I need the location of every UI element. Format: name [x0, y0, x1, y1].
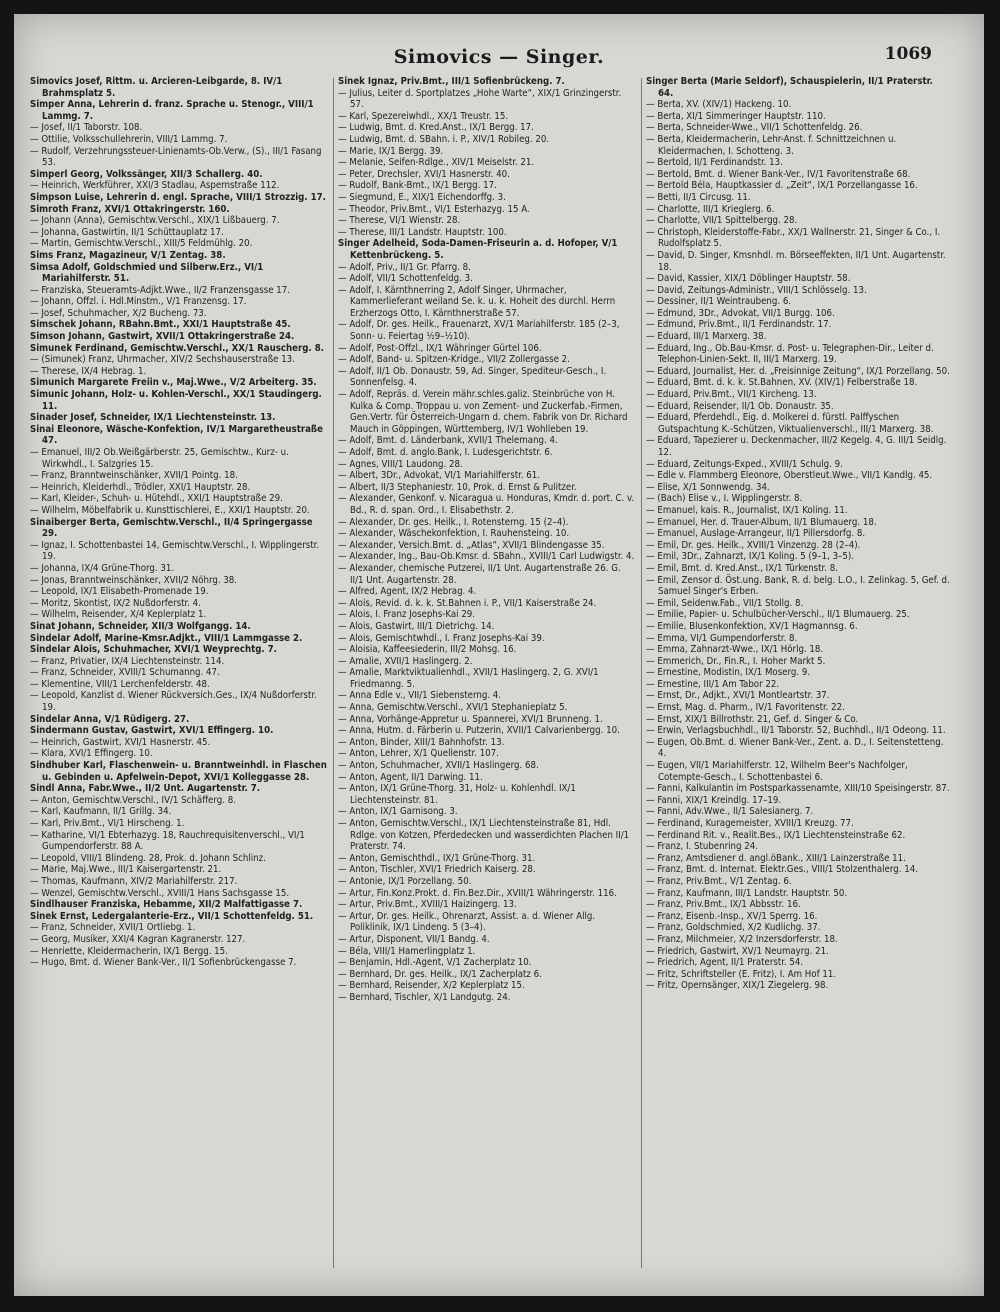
directory-entry: — Ernestine, Modistin, IX/1 Moserg. 9.	[646, 667, 811, 679]
directory-entry: — Eugen, Ob.Bmt. d. Wiener Bank-Ver., Zent. a. D., I. Seitenstetteng. 4.	[646, 736, 944, 760]
directory-entry: — Leopold, IX/1 Elisabeth-Promenade 19.	[30, 586, 209, 598]
directory-entry: — Anton, Agent, II/1 Darwing. 11.	[338, 771, 483, 783]
directory-entry: — Karl, Kaufmann, II/1 Grillg. 34.	[30, 806, 172, 818]
directory-entry: — Ludwig, Bmt. d. SBahn. i. P., XIV/1 Robileg. 20.	[338, 133, 550, 145]
directory-entry: Singer Adelheid, Soda-Damen-Friseurin a. d. Hofoper, V/1 Kettenbrückeng. 5.	[338, 238, 618, 261]
directory-entry: — Eduard, Ing., Ob.Bau-Kmsr. d. Post- u. Telegraphen-Dir., Leiter d. Telephon-Linien-Sekt. II, III/1 Marxerg. 19.	[646, 342, 934, 366]
directory-entry: — Benjamin, Hdl.-Agent, V/1 Zacherplatz 10.	[338, 957, 532, 969]
directory-entry: — Fritz, Opernsänger, XIX/1 Ziegelerg. 98.	[646, 980, 829, 992]
directory-entry: — Alexander, chemische Putzerei, II/1 Unt. Augartenstraße 26. G. II/1 Unt. Augartenstr. 28.	[338, 562, 621, 586]
directory-entry: — Johann, Offzl. i. Hdl.Minstm., V/1 Franzensg. 17.	[30, 296, 247, 308]
directory-entry: — Charlotte, VII/1 Spittelbergg. 28.	[646, 215, 798, 227]
directory-entry: — Adolf, Dr. ges. Heilk., Frauenarzt, XV/1 Mariahilferstr. 185 (2–3, Sonn- u. Feiertag ½9–½10).	[338, 319, 620, 343]
directory-entry: — Christoph, Kleiderstoffe-Fabr., XX/1 Wallnerstr. 21, Singer & Co., I. Rudolfsplatz 5.	[646, 226, 941, 250]
page-number: 1069	[884, 44, 932, 64]
directory-entry: — Adolf, Post-Offzl., IX/1 Währinger Gürtel 106.	[338, 342, 542, 354]
directory-entry: — Betti, II/1 Circusg. 11.	[646, 191, 751, 203]
directory-entry: — Heinrich, Gastwirt, XVI/1 Hasnerstr. 45.	[30, 736, 211, 748]
directory-entry: — Eduard, Bmt. d. k. k. St.Bahnen, XV. (XIV/1) Felberstraße 18.	[646, 377, 918, 389]
directory-entry: — Béla, VIII/1 Hamerlingplatz 1.	[338, 945, 476, 957]
directory-entry: Simovics Josef, Rittm. u. Arcieren-Leibgarde, 8. IV/1 Brahmsplatz 5.	[30, 76, 283, 99]
directory-entry: — Anton, IX/1 Garnisong. 3.	[338, 806, 458, 818]
directory-entry: — Franz, Goldschmied, X/2 Kudlichg. 37.	[646, 922, 821, 934]
directory-entry: — Franz, Branntweinschänker, XVII/1 Pointg. 18.	[30, 470, 238, 482]
directory-entry: — Klara, XVI/1 Effingerg. 10.	[30, 748, 153, 760]
directory-entry: — Emil, Dr. ges. Heilk., XVIII/1 Vinzenzg. 28 (2–4).	[646, 539, 861, 551]
directory-entry: Simsa Adolf, Goldschmied und Silberw.Erz., VI/1 Mariahilferstr. 51.	[30, 261, 264, 285]
directory-entry: Sindhuber Karl, Flaschenwein- u. Branntweinhdl. in Flaschen u. Gebinden u. Apfelwein-Depot, XVI/1 Kolleggasse 28.	[30, 760, 327, 783]
directory-entry: — Franz, Priv.Bmt., IX/1 Abbsstr. 16.	[646, 899, 801, 911]
directory-entry: — Franz, Priv.Bmt., V/1 Zentag. 6.	[646, 875, 792, 887]
directory-entry: — Artur, Disponent, VII/1 Bandg. 4.	[338, 933, 490, 945]
directory-entry: — Peter, Drechsler, XVI/1 Hasnerstr. 40.	[338, 168, 510, 180]
directory-entry: — Ottilie, Volksschullehrerin, VIII/1 Lammg. 7.	[30, 133, 228, 145]
directory-entry: — Adolf, Bmt. d. Länderbank, XVII/1 Thelemang. 4.	[338, 435, 558, 447]
directory-entry: — Agnes, VIII/1 Laudong. 28.	[338, 458, 463, 470]
directory-entry: — Wilhelm, Reisender, X/4 Keplerplatz 1.	[30, 609, 207, 621]
directory-entry: — Alexander, Dr. ges. Heilk., I. Rotensterng. 15 (2–4).	[338, 516, 569, 528]
directory-entry: — Emanuel, kais. R., Journalist, IX/1 Koling. 11.	[646, 504, 848, 516]
directory-entry: — Rudolf, Bank-Bmt., IX/1 Bergg. 17.	[338, 180, 497, 192]
directory-entry: — Fritz, Schriftsteller (E. Fritz), I. Am Hof 11.	[646, 968, 837, 980]
directory-entry: — Emilie, Blusenkonfektion, XV/1 Hagmannsg. 6.	[646, 620, 858, 632]
directory-column-3	[646, 76, 950, 1276]
directory-entry: — Friedrich, Gastwirt, XV/1 Neumayrg. 21.	[646, 945, 829, 957]
directory-entry: — Artur, Fin.Konz.Prokt. d. Fin.Bez.Dir., XVIII/1 Währingerstr. 116.	[338, 887, 617, 899]
directory-entry: — Anton, Gemischtw.Verschl., IX/1 Liechtensteinstraße 81, Hdl. Rdlge. von Kotzen, Pferdedecken und wasserdichten Plachen II/1 Praterstr. 74.	[338, 818, 630, 853]
directory-entry: Sinek Ernst, Ledergalanterie-Erz., VII/1 Schottenfeldg. 51.	[30, 910, 314, 922]
directory-entry: — Josef, II/1 Taborstr. 108.	[30, 122, 143, 134]
directory-entry: — Karl, Priv.Bmt., VI/1 Hirscheng. 1.	[30, 818, 185, 829]
directory-entry: — Berta, Schneider-Wwe., VII/1 Schottenfeldg. 26.	[646, 122, 863, 134]
directory-entry: — Heinrich, Kleiderhdl., Trödler, XXI/1 Hauptstr. 28.	[30, 481, 251, 493]
directory-entry: — Karl, Spezereiwhdl., XX/1 Treustr. 15.	[338, 110, 509, 122]
directory-entry: — Henriette, Kleidermacherin, IX/1 Bergg. 15.	[30, 945, 228, 957]
directory-entry: — Alexander, Genkonf. v. Nicaragua u. Honduras, Kmdr. d. port. C. v. Bd., R. d. span. Ord., I. Elisabethstr. 2.	[338, 493, 635, 516]
directory-entry: Sinaiberger Berta, Gemischtw.Verschl., II/4 Springergasse 29.	[30, 516, 313, 540]
directory-entry: — Emil, 3Dr., Zahnarzt, IX/1 Koling. 5 (9–1, 3–5).	[646, 551, 854, 563]
directory-entry: Simpson Luise, Lehrerin d. engl. Sprache, VIII/1 Strozzig. 17.	[30, 191, 326, 203]
directory-entry: Sindl Anna, Fabr.Wwe., II/2 Unt. Augartenstr. 7.	[30, 783, 261, 795]
directory-entry: Simunek Ferdinand, Gemischtw.Verschl., XX/1 Rauscherg. 8.	[30, 342, 324, 354]
directory-entry: — Amalie, Marktviktualienhdl., XVII/1 Haslingerg. 2, G. XVI/1 Friedmanng. 5.	[338, 667, 599, 690]
directory-entry: — Emanuel, III/2 Ob.Weißgärberstr. 25, Gemischtw., Kurz- u. Wirkwhdl., I. Salzgries 15.	[30, 447, 289, 470]
directory-entry: — Anton, Gemischthdl., IX/1 Grüne-Thorg. 31.	[338, 852, 536, 864]
directory-entry: — Albert, II/3 Stephaniestr. 10, Prok. d. Ernst & Pulitzer.	[338, 481, 577, 493]
column-divider	[333, 78, 334, 1268]
directory-entry: — Adolf, Priv., II/1 Gr. Pfarrg. 8.	[338, 261, 471, 273]
directory-entry: — Karl, Kleider-, Schuh- u. Hütehdl., XXI/1 Hauptstraße 29.	[30, 493, 283, 505]
directory-entry: — Franz, Schneider, XVII/1 Ortliebg. 1.	[30, 922, 196, 934]
directory-entry: — Charlotte, III/1 Krieglerg. 6.	[646, 203, 775, 215]
directory-entry: — Bertold, Bmt. d. Wiener Bank-Ver., IV/1 Favoritenstraße 68.	[646, 168, 911, 180]
directory-entry: — Anton, Gemischtw.Verschl., IV/1 Schäfferg. 8.	[30, 794, 236, 806]
directory-entry: — Emma, VI/1 Gumpendorferstr. 8.	[646, 632, 798, 644]
directory-entry: — Franz, Bmt. d. Internat. Elektr.Ges., VIII/1 Stolzenthalerg. 14.	[646, 864, 918, 876]
directory-page	[14, 14, 984, 1296]
directory-entry: — Alexander, Wäschekonfektion, I. Rauhensteing. 10.	[338, 528, 570, 540]
directory-entry: — Adolf, I. Kärnthnerring 2, Adolf Singer, Uhrmacher, Kammerlieferant weiland Se. k. u. k. Hoheit des durchl. Herrn Erzherzogs Otto, I. Kärnthnerstraße 57.	[338, 284, 616, 319]
directory-entry: — Ernst, Mag. d. Pharm., IV/1 Favoritenstr. 22.	[646, 702, 845, 714]
directory-entry: — Alexander, Versich.Bmt. d. „Atlas“, XVII/1 Blindengasse 35.	[338, 539, 605, 551]
directory-entry: — Leopold, Kanzlist d. Wiener Rückversich.Ges., IX/4 Nußdorferstr. 19.	[30, 690, 317, 714]
directory-entry: — Siegmund, E., XIX/1 Eichendorffg. 3.	[338, 191, 506, 203]
directory-entry: Simunich Margarete Freiin v., Maj.Wwe., V/2 Arbeiterg. 35.	[30, 377, 317, 389]
directory-entry: — David, Kassier, XIX/1 Döblinger Hauptstr. 58.	[646, 273, 851, 285]
directory-entry: — Eugen, VII/1 Mariahilferstr. 12, Wilhelm Beer's Nachfolger, Cotempte-Gesch., I. Schottenbastei 6.	[646, 760, 908, 783]
directory-entry: Sinat Johann, Schneider, XII/3 Wolfgangg. 14.	[30, 620, 251, 632]
directory-entry: — Melanie, Seifen-Rdlge., XIV/1 Meiselstr. 21.	[338, 157, 535, 169]
directory-entry: — Katharine, VI/1 Ebterhazyg. 18, Rauchrequisitenverschl., VI/1 Gumpendorferstr. 88 A.	[30, 829, 305, 853]
directory-entry: — Ludwig, Bmt. d. Kred.Anst., IX/1 Bergg. 17.	[338, 122, 534, 134]
directory-entry: Simson Johann, Gastwirt, XVII/1 Ottakringerstraße 24.	[30, 331, 295, 343]
directory-entry: — Adolf, Band- u. Spitzen-Kridge., VII/2 Zollergasse 2.	[338, 354, 570, 366]
directory-entry: Sindelar Anna, V/1 Rüdigerg. 27.	[30, 713, 190, 725]
directory-entry: — Erwin, Verlagsbuchhdl., II/1 Taborstr. 52, Buchhdl., II/1 Odeong. 11.	[646, 725, 946, 737]
directory-entry: — Anton, IX/1 Grüne-Thorg. 31, Holz- u. Kohlenhdl. IX/1 Liechtensteinstr. 81.	[338, 783, 576, 806]
directory-entry: — Eduard, Journalist, Her. d. „Freisinnige Zeitung“, IX/1 Porzellang. 50.	[646, 365, 950, 377]
directory-entry: — Martin, Gemischtw.Verschl., XIII/5 Feldmühlg. 20.	[30, 238, 253, 250]
directory-entry: — Bertold Béla, Hauptkassier d. „Zeit“, IX/1 Porzellangasse 16.	[646, 180, 918, 192]
directory-entry: — (Bach) Elise v., I. Wipplingerstr. 8.	[646, 493, 803, 505]
page-title: Simovics — Singer.	[393, 46, 605, 68]
directory-entry: — Anna Edle v., VII/1 Siebensterng. 4.	[338, 690, 502, 702]
directory-entry: — Marie, IX/1 Bergg. 39.	[338, 145, 444, 157]
directory-entry: — Ignaz, I. Schottenbastei 14, Gemischtw.Verschl., I. Wipplingerstr. 19.	[30, 539, 320, 563]
directory-entry: Sindelar Adolf, Marine-Kmsr.Adjkt., VIII/1 Lammgasse 2.	[30, 632, 303, 644]
directory-entry: — Anton, Binder, XIII/1 Bahnhofstr. 13.	[338, 736, 505, 748]
directory-entry: — Ferdinand, Kuragemeister, XVIII/1 Kreuzg. 77.	[646, 818, 854, 829]
directory-entry: — Berta, XV. (XIV/1) Hackeng. 10.	[646, 99, 792, 111]
directory-entry: — Emma, Zahnarzt-Wwe., IX/1 Hörlg. 18.	[646, 644, 824, 656]
directory-entry: — Franz, Amtsdiener d. angl.öBank., XIII/1 Lainzerstraße 11.	[646, 852, 906, 864]
directory-entry: — Leopold, VIII/1 Blindeng. 28, Prok. d. Johann Schlinz.	[30, 852, 266, 864]
directory-entry: — Anna, Gemischtw.Verschl., XVI/1 Stephanieplatz 5.	[338, 702, 568, 714]
directory-entry: — Johanna, IX/4 Grüne-Thorg. 31.	[30, 562, 175, 574]
directory-entry: Simper Anna, Lehrerin d. franz. Sprache u. Stenogr., VIII/1 Lammg. 7.	[30, 99, 314, 122]
directory-entry: — Moritz, Skontist, IX/2 Nußdorferstr. 4.	[30, 597, 201, 609]
directory-entry: — Emanuel, Her. d. Trauer-Album, II/1 Blumauerg. 18.	[646, 516, 877, 528]
directory-entry: — (Simunek) Franz, Uhrmacher, XIV/2 Sechshauserstraße 13.	[30, 354, 295, 366]
directory-entry: — Emanuel, Auslage-Arrangeur, II/1 Pillersdorfg. 8.	[646, 528, 866, 540]
directory-entry: — Adolf, II/1 Ob. Donaustr. 59, Ad. Singer, Spediteur-Gesch., I. Sonnenfelsg. 4.	[338, 365, 607, 389]
directory-entry: Sindermann Gustav, Gastwirt, XVI/1 Effingerg. 10.	[30, 725, 274, 737]
directory-entry: — Albert, 3Dr., Advokat, VI/1 Mariahilferstr. 61.	[338, 470, 540, 482]
directory-entry: — Eduard, Priv.Bmt., VII/1 Kircheng. 13.	[646, 389, 817, 401]
directory-entry: — Julius, Leiter d. Sportplatzes „Hohe Warte“, XIX/1 Grinzingerstr. 57.	[338, 87, 622, 111]
directory-entry: — Emilie, Papier- u. Schulbücher-Verschl., II/1 Blumauerg. 25.	[646, 609, 910, 621]
directory-entry: — Edle v. Flammberg Eleonore, Oberstleut.Wwe., VII/1 Kandlg. 45.	[646, 470, 933, 482]
directory-entry: — Anton, Lehrer, X/1 Quellenstr. 107.	[338, 748, 499, 760]
directory-entry: — Bernhard, Reisender, X/2 Keplerplatz 15.	[338, 980, 525, 992]
directory-entry: — Franziska, Steueramts-Adjkt.Wwe., II/2 Franzensgasse 17.	[30, 284, 290, 296]
directory-entry: Sinai Eleonore, Wäsche-Konfektion, IV/1 Margaretheustraße 47.	[30, 423, 323, 447]
directory-entry: — Emil, Bmt. d. Kred.Anst., IX/1 Türkenstr. 8.	[646, 562, 838, 574]
directory-entry: Simunic Johann, Holz- u. Kohlen-Verschl., XX/1 Staudingerg. 11.	[30, 389, 322, 412]
directory-column-2	[338, 76, 636, 1276]
directory-entry: — Ernestine, III/1 Am Tabor 22.	[646, 678, 780, 690]
directory-entry: — Franz, I. Stubenring 24.	[646, 841, 758, 853]
directory-entry: — Antonie, IX/1 Porzellang. 50.	[338, 875, 472, 887]
directory-entry: — Eduard, III/1 Marxerg. 38.	[646, 331, 767, 343]
directory-entry: — Ernst, Dr., Adjkt., XVI/1 Montleartstr. 37.	[646, 690, 830, 702]
directory-entry: — Dessiner, II/1 Weintraubeng. 6.	[646, 296, 792, 308]
directory-entry: Sims Franz, Magazineur, V/1 Zentag. 38.	[30, 249, 226, 261]
column-divider	[641, 78, 642, 1268]
directory-entry: — Ferdinand Rit. v., Realit.Bes., IX/1 Liechtensteinstraße 62.	[646, 829, 906, 841]
directory-entry: — Ernst, XIX/1 Billrothstr. 21, Gef. d. Singer & Co.	[646, 713, 859, 725]
directory-entry: — Emil, Zensor d. Öst.ung. Bank, R. d. belg. L.O., I. Zelinkag. 5, Gef. d. Samuel Singer's Erben.	[646, 574, 950, 598]
directory-entry: — Artur, Priv.Bmt., XVIII/1 Haizingerg. 13.	[338, 899, 517, 911]
directory-entry: — Rudolf, Verzehrungssteuer-Linienamts-Ob.Verw., (S)., III/1 Fasang 53.	[30, 145, 322, 169]
directory-entry: — Amalie, XVII/1 Haslingerg. 2.	[338, 655, 473, 667]
directory-entry: — Eduard, Tapezierer u. Deckenmacher, III/2 Kegelg. 4, G. III/1 Seidlg. 12.	[646, 435, 947, 458]
directory-entry: — Franz, Schneider, XVIII/1 Schumanng. 47.	[30, 667, 220, 679]
directory-entry: — Fanni, XIX/1 Kreindlg. 17–19.	[646, 794, 782, 806]
directory-entry: — Eduard, Zeitungs-Exped., XVIII/1 Schulg. 9.	[646, 458, 843, 470]
directory-entry: — Johanna, Gastwirtin, II/1 Schüttauplatz 17.	[30, 226, 224, 238]
directory-entry: — Edmund, Priv.Bmt., II/1 Ferdinandstr. 17.	[646, 319, 832, 331]
directory-entry: — Friedrich, Agent, II/1 Praterstr. 54.	[646, 957, 804, 969]
directory-column-1	[30, 76, 328, 1276]
directory-entry: Simschek Johann, RBahn.Bmt., XXI/1 Hauptstraße 45.	[30, 319, 291, 331]
directory-entry: — Adolf, VII/1 Schottenfeldg. 3.	[338, 273, 473, 285]
directory-entry: — David, D. Singer, Kmsnhdl. m. Börseeffekten, II/1 Unt. Augartenstr. 18.	[646, 249, 946, 273]
directory-entry: Sindlhauser Franziska, Hebamme, XII/2 Malfattigasse 7.	[30, 899, 303, 911]
directory-entry: Singer Berta (Marie Seldorf), Schauspielerin, II/1 Praterstr. 64.	[646, 76, 933, 99]
directory-entry: — Artur, Dr. ges. Heilk., Ohrenarzt, Assist. a. d. Wiener Allg. Poliklinik, IX/1 Lindeng. 5 (3–4).	[338, 910, 596, 934]
directory-entry: — Marie, Maj.Wwe., III/1 Kaisergartenstr. 21.	[30, 864, 222, 876]
directory-entry: — David, Zeitungs-Administr., VIII/1 Schlösselg. 13.	[646, 284, 867, 296]
directory-entry: — Alois, I. Franz Josephs-Kai 29.	[338, 609, 476, 621]
directory-entry: — Franz, Milchmeier, X/2 Inzersdorferstr. 18.	[646, 933, 838, 945]
directory-entry: — Georg, Musiker, XXI/4 Kagran Kagranerstr. 127.	[30, 933, 246, 945]
directory-entry: — Alois, Gastwirt, III/1 Dietrichg. 14.	[338, 620, 495, 632]
directory-entry: — Anton, Tischler, XVI/1 Friedrich Kaiserg. 28.	[338, 864, 536, 876]
directory-entry: — Anna, Hutm. d. Färberin u. Putzerin, XVII/1 Calvarienbergg. 10.	[338, 725, 620, 737]
directory-entry: — Berta, XI/1 Simmeringer Hauptstr. 110.	[646, 110, 826, 122]
directory-entry: — Josef, Schuhmacher, X/2 Bucheng. 73.	[30, 307, 207, 319]
directory-entry: Sindelar Alois, Schuhmacher, XVI/1 Weyprechtg. 7.	[30, 644, 277, 656]
directory-entry: — Berta, Kleidermacherin, Lehr-Anst. f. Schnittzeichnen u. Kleidermachen, I. Schotteng. 3.	[646, 133, 897, 157]
directory-entry: Sinek Ignaz, Priv.Bmt., III/1 Sofienbrückeng. 7.	[338, 76, 565, 87]
directory-entry: — Wenzel, Gemischtw.Verschl., XVIII/1 Hans Sachsgasse 15.	[30, 887, 290, 899]
directory-entry: — Hugo, Bmt. d. Wiener Bank-Ver., II/1 Sofienbrückengasse 7.	[30, 957, 297, 969]
directory-entry: — Jonas, Branntweinschänker, XVII/2 Nöhrg. 38.	[30, 574, 238, 586]
directory-entry: Simroth Franz, XVI/1 Ottakringerstr. 160.	[30, 203, 230, 215]
directory-entry: — Bertold, II/1 Ferdinandstr. 13.	[646, 157, 783, 169]
directory-entry: — Theodor, Priv.Bmt., VI/1 Esterhazyg. 15 A.	[338, 203, 530, 215]
directory-entry: — Alexander, Ing., Bau-Ob.Kmsr. d. SBahn., XVIII/1 Carl Ludwigstr. 4.	[338, 551, 635, 563]
directory-entry: Simperl Georg, Volkssänger, XII/3 Schallerg. 40.	[30, 168, 263, 180]
directory-entry: — Aloisia, Kaffeesiederin, III/2 Mohsg. 16.	[338, 644, 517, 656]
directory-entry: — Alfred, Agent, IX/2 Hebrag. 4.	[338, 586, 477, 598]
directory-entry: — Thomas, Kaufmann, XIV/2 Mariahilferstr. 217.	[30, 875, 238, 887]
directory-entry: — Fanni, Kalkulantin im Postsparkassenamte, XIII/10 Speisingerstr. 87.	[646, 783, 950, 795]
directory-entry: — Franz, Kaufmann, III/1 Landstr. Hauptstr. 50.	[646, 887, 848, 899]
directory-entry: — Elise, X/1 Sonnwendg. 34.	[646, 481, 770, 493]
directory-entry: — Fanni, Adv.Wwe., II/1 Salesianerg. 7.	[646, 806, 814, 818]
directory-entry: — Anton, Schuhmacher, XVII/1 Haslingerg. 68.	[338, 760, 539, 772]
directory-entry: — Wilhelm, Möbelfabrik u. Kunsttischlerei, E., XXI/1 Hauptstr. 20.	[30, 504, 310, 516]
directory-entry: — Franz, Privatier, IX/4 Liechtensteinstr. 114.	[30, 655, 225, 667]
directory-entry: — Therese, III/1 Landstr. Hauptstr. 100.	[338, 226, 507, 238]
directory-entry: — Emil, Seidenw.Fab., VII/1 Stollg. 8.	[646, 597, 804, 609]
directory-entry: — Therese, IX/4 Hebrag. 1.	[30, 365, 147, 377]
directory-entry: — Alois, Gemischtwhdl., I. Franz Josephs-Kai 39.	[338, 632, 545, 644]
directory-entry: — Bernhard, Dr. ges. Heilk., IX/1 Zacherplatz 6.	[338, 968, 542, 980]
directory-entry: — Therese, VI/1 Wienstr. 28.	[338, 215, 461, 227]
directory-entry: — Franz, Eisenb.-Insp., XV/1 Sperrg. 16.	[646, 910, 818, 922]
directory-entry: — Emmerich, Dr., Fin.R., I. Hoher Markt 5.	[646, 655, 826, 667]
directory-entry: — Heinrich, Werkführer, XXI/3 Stadlau, Aspernstraße 112.	[30, 180, 280, 192]
directory-entry: — Adolf, Bmt. d. anglo.Bank, I. Ludesgerichtstr. 6.	[338, 447, 553, 458]
directory-entry: — Anna, Vorhänge-Appretur u. Spannerei, XVI/1 Brunneng. 1.	[338, 713, 603, 725]
directory-entry: — Johann (Anna), Gemischtw.Verschl., XIX/1 Lißbauerg. 7.	[30, 215, 280, 227]
directory-entry: — Eduard, Pferdehdl., Eig. d. Molkerei d. fürstl. Palffyschen Gutspachtung K.-Schützen, Viktualienverschl., III/1 Marxerg. 38.	[646, 412, 934, 435]
directory-entry: — Eduard, Reisender, II/1 Ob. Donaustr. 35.	[646, 400, 834, 412]
directory-entry: — Edmund, 3Dr., Advokat, VII/1 Burgg. 106.	[646, 307, 835, 319]
directory-entry: — Klementine, VIII/1 Lerchenfelderstr. 48.	[30, 678, 210, 690]
directory-entry: — Adolf, Repräs. d. Verein mähr.schles.galiz. Steinbrüche von H. Kulka & Comp. Troppau u. von Zement- und Zuckerfab.-Firmen, Gen.Vertr. für Österreich-Ungarn d. chem. Fabrik von Dr. Richard Mauch in Göppingen, Württemberg, IV/1 Wohlleben 19.	[338, 389, 628, 435]
directory-entry: — Alois, Revid. d. k. k. St.Bahnen i. P., VII/1 Kaiserstraße 24.	[338, 597, 597, 609]
directory-entry: — Bernhard, Tischler, X/1 Landgutg. 24.	[338, 991, 511, 1003]
directory-entry: Sinader Josef, Schneider, IX/1 Liechtensteinstr. 13.	[30, 412, 276, 424]
